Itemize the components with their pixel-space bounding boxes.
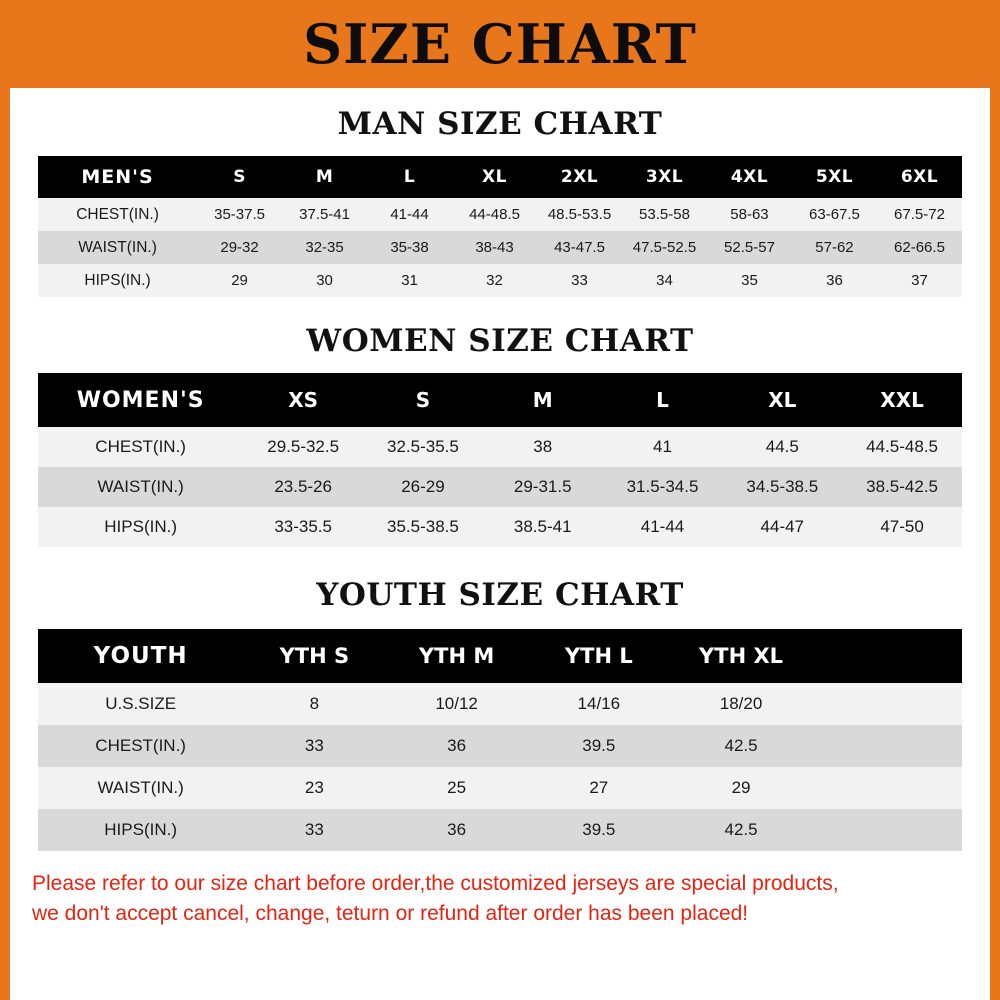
man-header-corner: MEN'S — [38, 156, 197, 198]
women-cell-2-4: 44-47 — [722, 507, 842, 547]
man-cell-1-7: 57-62 — [792, 231, 877, 264]
table-row — [38, 725, 962, 767]
youth-cell-2-2: 27 — [528, 767, 670, 809]
youth-header-corner: YOUTH — [38, 629, 243, 683]
women-row-2-label: HIPS(IN.) — [38, 507, 243, 547]
youth-cell-3-3: 42.5 — [670, 809, 812, 851]
banner — [0, 0, 1000, 88]
man-cell-0-8: 67.5-72 — [877, 198, 962, 231]
women-table-body — [38, 427, 962, 547]
women-cell-2-1: 35.5-38.5 — [363, 507, 483, 547]
women-cell-2-3: 41-44 — [603, 507, 723, 547]
table-row — [38, 427, 962, 467]
man-cell-2-0: 29 — [197, 264, 282, 297]
man-cell-0-3: 44-48.5 — [452, 198, 537, 231]
youth-row-1-label: CHEST(IN.) — [38, 725, 243, 767]
women-cell-2-2: 38.5-41 — [483, 507, 603, 547]
man-cell-2-7: 36 — [792, 264, 877, 297]
man-cell-2-2: 31 — [367, 264, 452, 297]
footer-note-line-1: Please refer to our size chart before order,the customized jerseys are special products, — [32, 872, 839, 895]
youth-cell-2-0: 23 — [243, 767, 385, 809]
youth-cell-0-2: 14/16 — [528, 683, 670, 725]
women-size-table — [38, 373, 962, 547]
table-row — [38, 507, 962, 547]
women-cell-1-0: 23.5-26 — [243, 467, 363, 507]
footer-note-line-2: we don't accept cancel, change, teturn or refund after order has been placed! — [32, 901, 749, 925]
banner-title: SIZE CHART — [303, 12, 697, 76]
youth-row-3-label: HIPS(IN.) — [38, 809, 243, 851]
man-section-title: MAN SIZE CHART — [337, 106, 663, 142]
man-cell-2-3: 32 — [452, 264, 537, 297]
table-row — [38, 264, 962, 297]
youth-cell-0-1: 10/12 — [385, 683, 527, 725]
women-section — [10, 323, 990, 547]
youth-col-3: YTH XL — [670, 629, 812, 683]
table-row — [38, 467, 962, 507]
youth-cell-1-3: 42.5 — [670, 725, 812, 767]
man-cell-0-6: 58-63 — [707, 198, 792, 231]
women-cell-0-0: 29.5-32.5 — [243, 427, 363, 467]
women-cell-0-5: 44.5-48.5 — [842, 427, 962, 467]
youth-cell-1-spacer — [812, 725, 962, 767]
footer-note — [10, 869, 990, 929]
women-section-title: WOMEN SIZE CHART — [306, 323, 694, 359]
man-cell-2-4: 33 — [537, 264, 622, 297]
man-size-table — [38, 156, 962, 297]
women-cell-0-2: 38 — [483, 427, 603, 467]
women-row-0-label: CHEST(IN.) — [38, 427, 243, 467]
women-col-1: S — [363, 373, 483, 427]
youth-cell-1-2: 39.5 — [528, 725, 670, 767]
man-cell-0-7: 63-67.5 — [792, 198, 877, 231]
man-col-0: S — [197, 156, 282, 198]
youth-section — [10, 577, 990, 851]
youth-cell-0-spacer — [812, 683, 962, 725]
youth-cell-2-3: 29 — [670, 767, 812, 809]
man-cell-0-5: 53.5-58 — [622, 198, 707, 231]
man-cell-1-1: 32-35 — [282, 231, 367, 264]
youth-col-1: YTH M — [385, 629, 527, 683]
youth-size-table — [38, 629, 962, 851]
man-col-4: 2XL — [537, 156, 622, 198]
youth-cell-2-1: 25 — [385, 767, 527, 809]
youth-table-body — [38, 683, 962, 851]
women-cell-1-4: 34.5-38.5 — [722, 467, 842, 507]
man-cell-1-6: 52.5-57 — [707, 231, 792, 264]
youth-cell-3-spacer — [812, 809, 962, 851]
man-col-6: 4XL — [707, 156, 792, 198]
women-col-5: XXL — [842, 373, 962, 427]
man-col-7: 5XL — [792, 156, 877, 198]
youth-col-0: YTH S — [243, 629, 385, 683]
youth-row-0-label: U.S.SIZE — [38, 683, 243, 725]
man-cell-1-2: 35-38 — [367, 231, 452, 264]
youth-cell-3-0: 33 — [243, 809, 385, 851]
youth-cell-1-0: 33 — [243, 725, 385, 767]
man-cell-2-1: 30 — [282, 264, 367, 297]
table-header-row — [38, 629, 962, 683]
man-col-3: XL — [452, 156, 537, 198]
women-col-3: L — [603, 373, 723, 427]
man-cell-0-2: 41-44 — [367, 198, 452, 231]
man-table-body — [38, 198, 962, 297]
women-cell-1-3: 31.5-34.5 — [603, 467, 723, 507]
man-col-2: L — [367, 156, 452, 198]
women-cell-1-1: 26-29 — [363, 467, 483, 507]
man-cell-2-5: 34 — [622, 264, 707, 297]
women-cell-1-2: 29-31.5 — [483, 467, 603, 507]
women-cell-2-0: 33-35.5 — [243, 507, 363, 547]
man-cell-0-4: 48.5-53.5 — [537, 198, 622, 231]
table-row — [38, 683, 962, 725]
women-col-4: XL — [722, 373, 842, 427]
man-cell-0-0: 35-37.5 — [197, 198, 282, 231]
man-section — [10, 106, 990, 297]
youth-cell-2-spacer — [812, 767, 962, 809]
youth-row-2-label: WAIST(IN.) — [38, 767, 243, 809]
youth-section-title: YOUTH SIZE CHART — [316, 577, 684, 613]
youth-table-header — [38, 629, 962, 683]
women-table-header — [38, 373, 962, 427]
man-cell-2-8: 37 — [877, 264, 962, 297]
table-row — [38, 231, 962, 264]
man-cell-1-5: 47.5-52.5 — [622, 231, 707, 264]
youth-cell-0-0: 8 — [243, 683, 385, 725]
table-header-row — [38, 156, 962, 198]
man-cell-1-0: 29-32 — [197, 231, 282, 264]
youth-cell-0-3: 18/20 — [670, 683, 812, 725]
man-col-8: 6XL — [877, 156, 962, 198]
table-row — [38, 198, 962, 231]
man-row-2-label: HIPS(IN.) — [38, 264, 197, 297]
women-header-corner: WOMEN'S — [38, 373, 243, 427]
man-cell-1-8: 62-66.5 — [877, 231, 962, 264]
women-cell-2-5: 47-50 — [842, 507, 962, 547]
women-cell-0-1: 32.5-35.5 — [363, 427, 483, 467]
man-cell-2-6: 35 — [707, 264, 792, 297]
man-cell-1-4: 43-47.5 — [537, 231, 622, 264]
man-cell-0-1: 37.5-41 — [282, 198, 367, 231]
man-table-header — [38, 156, 962, 198]
youth-col-spacer — [812, 629, 962, 683]
women-col-2: M — [483, 373, 603, 427]
youth-col-2: YTH L — [528, 629, 670, 683]
women-cell-1-5: 38.5-42.5 — [842, 467, 962, 507]
women-cell-0-3: 41 — [603, 427, 723, 467]
women-col-0: XS — [243, 373, 363, 427]
man-row-1-label: WAIST(IN.) — [38, 231, 197, 264]
table-header-row — [38, 373, 962, 427]
youth-cell-1-1: 36 — [385, 725, 527, 767]
women-cell-0-4: 44.5 — [722, 427, 842, 467]
man-row-0-label: CHEST(IN.) — [38, 198, 197, 231]
man-col-1: M — [282, 156, 367, 198]
man-cell-1-3: 38-43 — [452, 231, 537, 264]
women-row-1-label: WAIST(IN.) — [38, 467, 243, 507]
table-row — [38, 767, 962, 809]
man-col-5: 3XL — [622, 156, 707, 198]
table-row — [38, 809, 962, 851]
youth-cell-3-1: 36 — [385, 809, 527, 851]
youth-cell-3-2: 39.5 — [528, 809, 670, 851]
